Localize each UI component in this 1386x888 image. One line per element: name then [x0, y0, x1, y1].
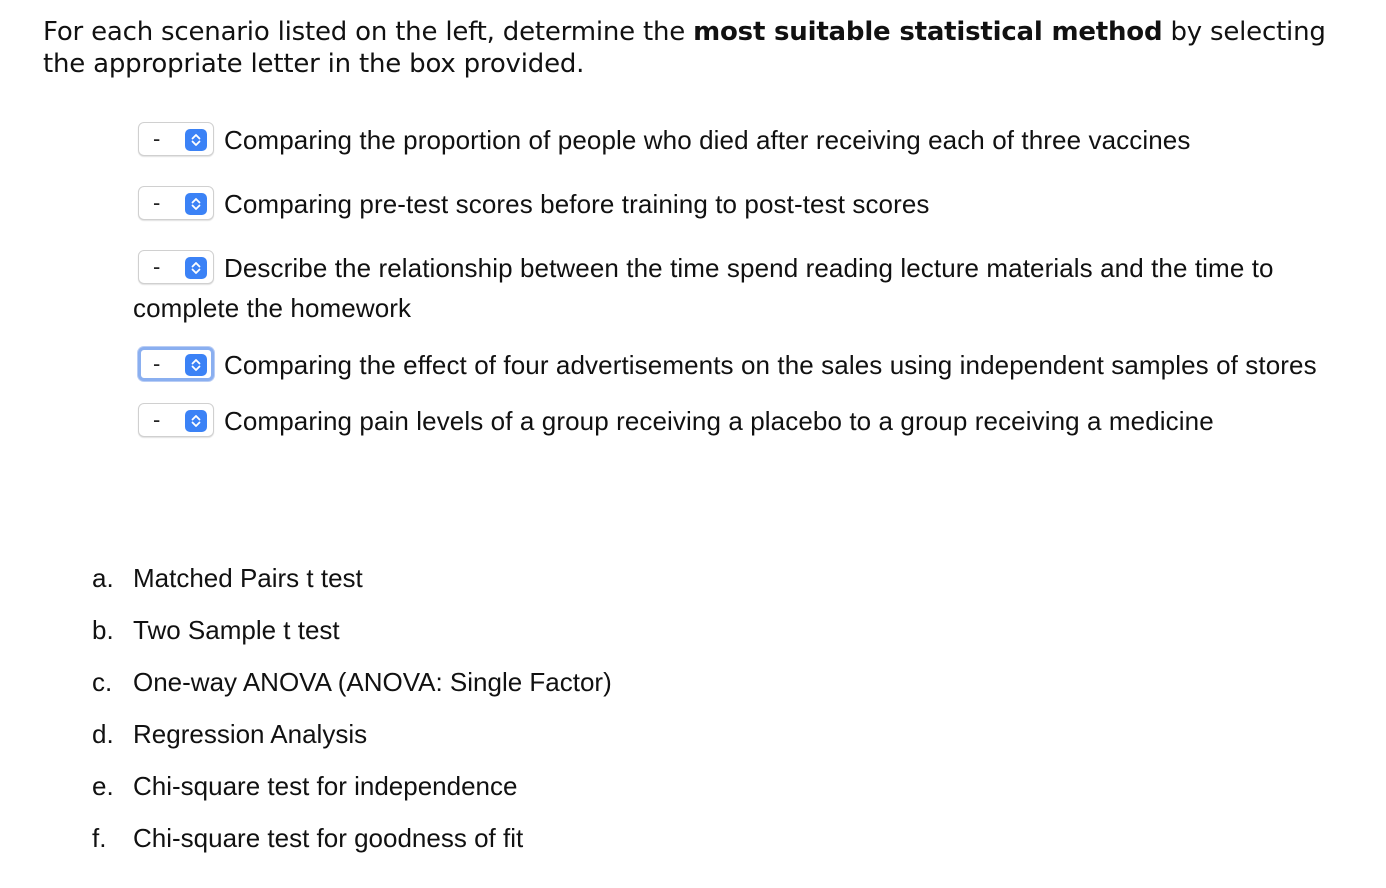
- answer-select[interactable]: [138, 122, 214, 156]
- method-option: [92, 714, 612, 766]
- scenario-text: Comparing pre-test scores before training to post-test scores: [224, 189, 930, 219]
- scenario-text: Describe the relationship between the time spend reading lecture materials and the time to complete the homework: [133, 253, 1274, 323]
- scenario-text: Comparing pain levels of a group receiving a placebo to a group receiving a medicine: [224, 406, 1214, 436]
- option-label: One-way ANOVA (ANOVA: Single Factor): [133, 667, 612, 697]
- option-letter: b.: [92, 615, 114, 645]
- answer-select-focused[interactable]: [138, 347, 214, 381]
- method-option: [92, 558, 612, 610]
- scenario-text: Comparing the proportion of people who died after receiving each of three vaccines: [224, 125, 1191, 155]
- option-letter: a.: [92, 563, 114, 593]
- instructions-text: For each scenario listed on the left, determine the: [43, 17, 694, 47]
- scenario-item: [133, 345, 1373, 385]
- option-letter: d.: [92, 719, 114, 749]
- answer-select[interactable]: [138, 250, 214, 284]
- scenario-item: [133, 248, 1373, 328]
- chevron-up-down-icon: [185, 193, 207, 215]
- method-option: [92, 662, 612, 714]
- select-value: -: [153, 407, 161, 433]
- option-label: Matched Pairs t test: [133, 563, 363, 593]
- option-label: Chi-square test for goodness of fit: [133, 823, 524, 853]
- instructions-emphasis: most suitable statistical method: [693, 17, 1163, 47]
- answer-select[interactable]: [138, 403, 214, 437]
- method-option: [92, 766, 612, 818]
- select-value: -: [153, 254, 161, 280]
- chevron-up-down-icon: [185, 410, 207, 432]
- scenario-item: [133, 184, 1373, 224]
- scenario-list: [133, 120, 1373, 441]
- method-options-list: [92, 558, 612, 870]
- scenario-text: Comparing the effect of four advertisements on the sales using independent samples of stores: [224, 350, 1317, 380]
- option-label: Regression Analysis: [133, 719, 368, 749]
- chevron-up-down-icon: [185, 257, 207, 279]
- select-value: -: [153, 126, 161, 152]
- instructions-text-end: by selecting the appropriate letter in the box provided.: [43, 17, 1326, 79]
- chevron-up-down-icon: [185, 129, 207, 151]
- option-label: Chi-square test for independence: [133, 771, 518, 801]
- method-option: [92, 610, 612, 662]
- option-letter: c.: [92, 667, 113, 697]
- option-label: Two Sample t test: [133, 615, 340, 645]
- scenario-item: [133, 120, 1373, 160]
- answer-select[interactable]: [138, 186, 214, 220]
- select-value: -: [153, 190, 161, 216]
- chevron-up-down-icon: [185, 354, 207, 376]
- option-letter: f.: [92, 823, 107, 853]
- option-letter: e.: [92, 771, 114, 801]
- select-value: -: [153, 351, 161, 377]
- scenario-item: [133, 401, 1373, 441]
- instructions: [43, 16, 1363, 80]
- method-option: [92, 818, 612, 870]
